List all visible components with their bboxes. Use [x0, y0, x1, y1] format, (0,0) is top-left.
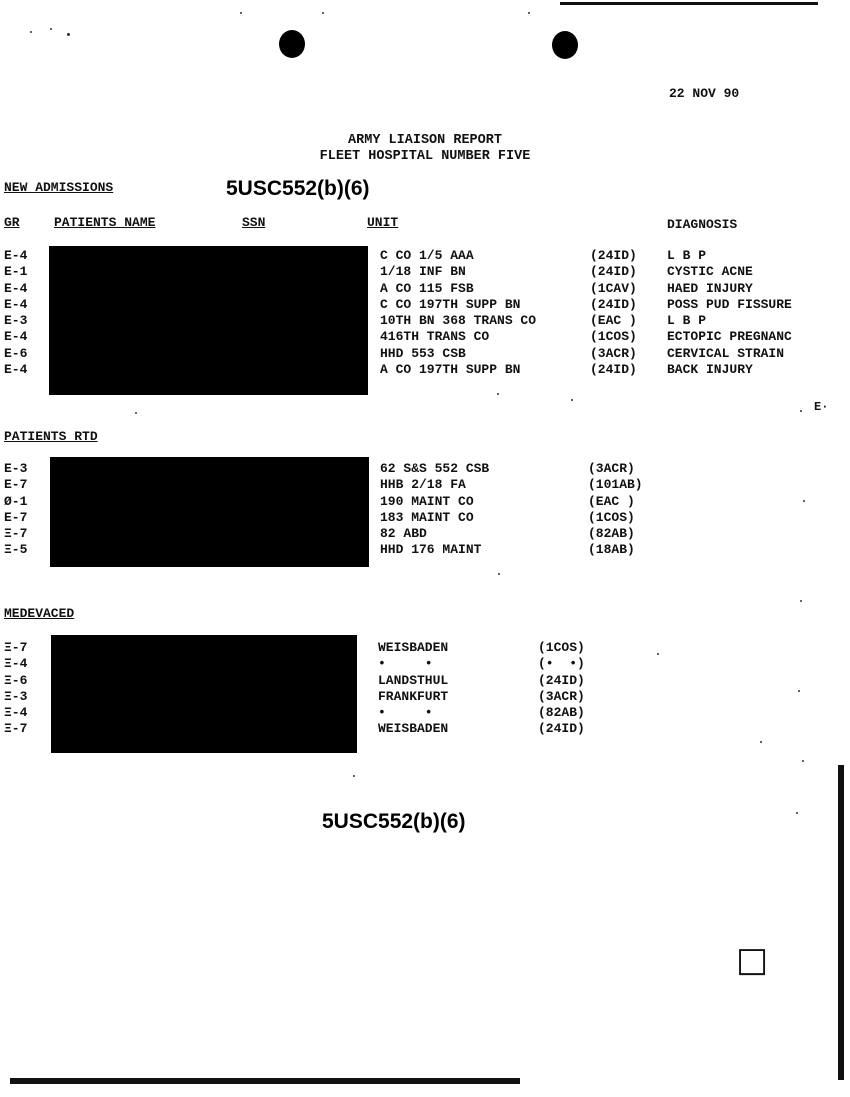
- table-row-gr: E-4: [4, 296, 28, 312]
- table-row-gr: Ξ-7: [4, 721, 28, 737]
- speck: [67, 33, 70, 36]
- table-row-unit-code: (24ID): [538, 672, 585, 688]
- table-row-gr: E-3: [4, 461, 28, 476]
- speck: [498, 573, 500, 575]
- speck: [657, 653, 659, 655]
- speck: [353, 775, 355, 777]
- table-row-unit-code: (24ID): [590, 248, 637, 263]
- rtd-gr-column: [4, 461, 27, 559]
- table-row-unit: 183 MAINT CO: [380, 509, 474, 525]
- table-row-gr: Ξ-5: [4, 542, 28, 558]
- table-row-gr: Ξ-7: [4, 526, 28, 542]
- redaction-block-medevaced: [51, 635, 357, 753]
- bottom-rule: [10, 1078, 520, 1084]
- punch-hole-left: [279, 30, 305, 58]
- speck: [796, 812, 798, 814]
- redaction-stamp-top: 5USC552(b)(6): [226, 177, 370, 200]
- speck: [528, 12, 530, 14]
- medevaced-gr-column: [4, 640, 27, 738]
- speck: [322, 12, 324, 14]
- table-row-unit: • •: [378, 705, 433, 721]
- table-row-unit: WEISBADEN: [378, 721, 449, 737]
- col-header-patients-name: PATIENTS NAME: [54, 215, 156, 230]
- redaction-block-rtd: [50, 457, 369, 567]
- table-row-unit: 1/18 INF BN: [380, 264, 466, 280]
- table-row-unit-code: (24ID): [590, 296, 637, 312]
- medevaced-heading: MEDEVACED: [4, 606, 75, 621]
- right-edge-rule: [838, 765, 844, 1080]
- table-row-unit-code: (24ID): [590, 362, 637, 378]
- table-row-gr: Ø-1: [4, 493, 28, 509]
- table-row-unit: 416TH TRANS CO: [380, 329, 490, 345]
- admissions-unit-code-column: [590, 248, 637, 378]
- table-row-diagnosis: CYSTIC ACNE: [667, 264, 753, 280]
- table-row-unit: LANDSTHUL: [378, 672, 449, 688]
- table-row-diagnosis: CERVICAL STRAIN: [667, 345, 785, 361]
- report-date: 22 NOV 90: [669, 86, 740, 101]
- table-row-unit-code: (24ID): [538, 721, 585, 737]
- report-title: ARMY LIAISON REPORT: [348, 133, 502, 148]
- table-row-unit: C CO 1/5 AAA: [380, 248, 474, 263]
- table-row-gr: E-4: [4, 248, 28, 263]
- redaction-stamp-bottom: 5USC552(b)(6): [322, 810, 466, 833]
- table-row-unit-code: (82AB): [588, 526, 635, 542]
- table-row-gr: Ξ-4: [4, 705, 28, 721]
- table-row-unit: WEISBADEN: [378, 640, 449, 655]
- admissions-diagnosis-column: [667, 248, 792, 378]
- col-header-diagnosis: DIAGNOSIS: [667, 217, 738, 232]
- table-row-unit-code: (3ACR): [538, 688, 585, 704]
- table-row-unit: 10TH BN 368 TRANS CO: [380, 313, 537, 329]
- table-row-unit-code: (24ID): [590, 264, 637, 280]
- speck: [760, 741, 762, 743]
- table-row-gr: E-4: [4, 329, 28, 345]
- medevaced-unit-code-column: [538, 640, 585, 738]
- corner-mark: □: [736, 940, 769, 980]
- table-row-unit: • •: [378, 656, 433, 672]
- table-row-gr: E-6: [4, 345, 28, 361]
- report-subtitle: FLEET HOSPITAL NUMBER FIVE: [319, 149, 531, 164]
- speck: [240, 12, 242, 14]
- table-row-diagnosis: BACK INJURY: [667, 362, 753, 378]
- table-row-unit: HHB 2/18 FA: [380, 477, 466, 493]
- table-row-unit: FRANKFURT: [378, 688, 449, 704]
- table-row-unit: HHD 553 CSB: [380, 345, 466, 361]
- table-row-gr: E-4: [4, 280, 28, 296]
- table-row-unit-code: (1CAV): [590, 280, 637, 296]
- new-admissions-heading: NEW ADMISSIONS: [4, 180, 114, 195]
- medevaced-unit-column: [378, 640, 448, 738]
- admissions-gr-column: [4, 248, 27, 378]
- rtd-unit-column: [380, 461, 489, 559]
- table-row-unit: C CO 197TH SUPP BN: [380, 296, 521, 312]
- table-row-gr: Ξ-7: [4, 640, 28, 655]
- table-row-diagnosis: L B P: [667, 313, 707, 329]
- col-header-gr: GR: [4, 215, 20, 230]
- speck: [497, 393, 499, 395]
- table-row-unit-code: (1COS): [588, 509, 635, 525]
- patients-rtd-heading: PATIENTS RTD: [4, 429, 98, 444]
- table-row-unit: 190 MAINT CO: [380, 493, 474, 509]
- table-row-gr: E-7: [4, 477, 28, 493]
- speck: [50, 28, 52, 30]
- speck: [135, 412, 137, 414]
- table-row-unit: 82 ABD: [380, 526, 427, 542]
- table-row-gr: E-4: [4, 362, 28, 378]
- table-row-unit-code: (18AB): [588, 542, 635, 558]
- table-row-gr: Ξ-4: [4, 656, 28, 672]
- table-row-unit-code: (3ACR): [588, 461, 635, 476]
- speck: [798, 690, 800, 692]
- speck: [800, 410, 802, 412]
- rtd-unit-code-column: [588, 461, 643, 559]
- table-row-unit: 62 S&S 552 CSB: [380, 461, 490, 476]
- top-rule: [560, 2, 818, 5]
- table-row-diagnosis: POSS PUD FISSURE: [667, 296, 792, 312]
- table-row-unit-code: (1COS): [538, 640, 585, 655]
- table-row-gr: E-3: [4, 313, 28, 329]
- speck: [802, 760, 804, 762]
- table-row-unit-code: (82AB): [538, 705, 585, 721]
- speck: [803, 500, 805, 502]
- table-row-unit-code: (EAC ): [588, 493, 635, 509]
- table-row-gr: Ξ-6: [4, 672, 28, 688]
- table-row-unit: A CO 115 FSB: [380, 280, 474, 296]
- margin-note: E·: [814, 400, 829, 414]
- admissions-unit-column: [380, 248, 536, 378]
- col-header-unit: UNIT: [367, 215, 399, 230]
- col-header-ssn: SSN: [242, 215, 266, 230]
- table-row-gr: E-7: [4, 509, 28, 525]
- table-row-unit-code: (101AB): [588, 477, 643, 493]
- table-row-unit: HHD 176 MAINT: [380, 542, 482, 558]
- speck: [30, 31, 32, 33]
- table-row-unit: A CO 197TH SUPP BN: [380, 362, 521, 378]
- table-row-diagnosis: L B P: [667, 248, 707, 263]
- redaction-block-admissions: [49, 246, 368, 395]
- speck: [800, 600, 802, 602]
- table-row-unit-code: (1COS): [590, 329, 637, 345]
- table-row-gr: E-1: [4, 264, 28, 280]
- punch-hole-right: [552, 31, 578, 59]
- table-row-unit-code: (• •): [538, 656, 585, 672]
- table-row-unit-code: (3ACR): [590, 345, 637, 361]
- speck: [571, 399, 573, 401]
- table-row-diagnosis: ECTOPIC PREGNANC: [667, 329, 792, 345]
- table-row-unit-code: (EAC ): [590, 313, 637, 329]
- table-row-gr: Ξ-3: [4, 688, 28, 704]
- table-row-diagnosis: HAED INJURY: [667, 280, 753, 296]
